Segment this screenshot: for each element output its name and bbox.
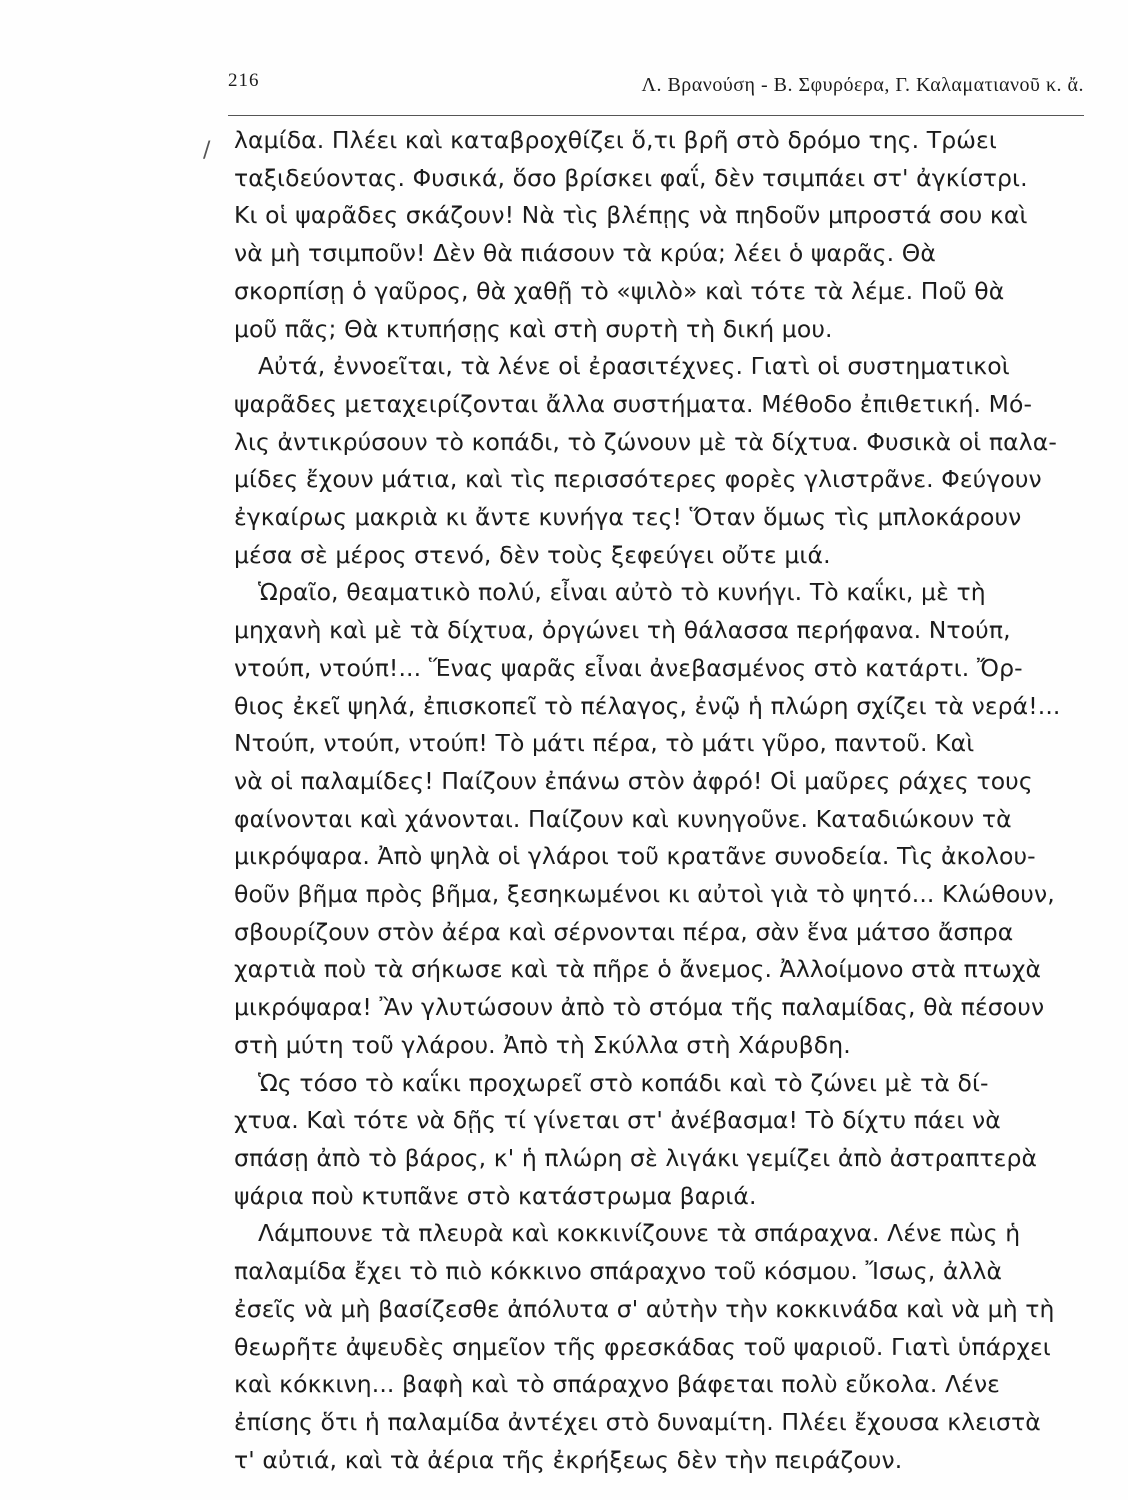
running-head-authors: Λ. Βρανούση - Β. Σφυρόερα, Γ. Καλαματιανοῦ κ. ἄ. <box>641 74 1084 96</box>
text-line: ἐσεῖς νὰ μὴ βασίζεσθε ἀπόλυτα σ' αὐτὴν τὴν κοκκινάδα καὶ νὰ μὴ τὴ <box>234 1294 1055 1323</box>
text-line: χαρτιὰ ποὺ τὰ σήκωσε καὶ τὰ πῆρε ὁ ἄνεμος. Ἀλλοίμονο στὰ πτωχὰ <box>234 955 1042 984</box>
text-line: θεωρῆτε ἀψευδὲς σημεῖον τῆς φρεσκάδας τοῦ ψαριοῦ. Γιατὶ ὑπάρχει <box>234 1332 1051 1361</box>
text-line: Κι οἱ ψαρᾶδες σκάζουν! Νὰ τὶς βλέπῃς νὰ πηδοῦν μπροστά σου καὶ <box>234 201 1028 230</box>
text-line: Λάμπουνε τὰ πλευρὰ καὶ κοκκινίζουνε τὰ σπάραχνα. Λένε πὼς ἡ <box>258 1219 1021 1248</box>
text-line: ψαρᾶδες μεταχειρίζονται ἄλλα συστήματα. Μέθοδο ἐπιθετική. Μό- <box>234 389 1033 418</box>
text-line: μέσα σὲ μέρος στενό, δὲν τοὺς ξεφεύγει οὔτε μιά. <box>234 540 831 569</box>
text-line: λαμίδα. Πλέει καὶ καταβροχθίζει ὅ,τι βρῆ στὸ δρόμο της. Τρώει <box>234 126 997 154</box>
page-number: 216 <box>228 70 260 91</box>
text-line: μοῦ πᾶς; Θὰ κτυπήσῃς καὶ στὴ συρτὴ τὴ δική μου. <box>234 314 833 343</box>
text-line: φαίνονται καὶ χάνονται. Παίζουν καὶ κυνηγοῦνε. Καταδιώκουν τὰ <box>234 804 1012 833</box>
text-line: ἐπίσης ὅτι ἡ παλαμίδα ἀντέχει στὸ δυναμίτη. Πλέει ἔχουσα κλειστὰ <box>234 1407 1041 1436</box>
text-line: νὰ μὴ τσιμποῦν! Δὲν θὰ πιάσουν τὰ κρύα; λέει ὁ ψαρᾶς. Θὰ <box>234 239 936 268</box>
text-line: μικρόψαρα! Ἂν γλυτώσουν ἀπὸ τὸ στόμα τῆς παλαμίδας, θὰ πέσουν <box>234 993 1045 1022</box>
text-line: μικρόψαρα. Ἀπὸ ψηλὰ οἱ γλάροι τοῦ κρατᾶνε συνοδεία. Τὶς ἀκολου- <box>234 842 1036 871</box>
paragraph <box>234 1215 1094 1479</box>
body-text <box>234 122 1094 1479</box>
text-line: παλαμίδα ἔχει τὸ πιὸ κόκκινο σπάραχνο τοῦ κόσμου. Ἴσως, ἀλλὰ <box>234 1257 1003 1286</box>
text-line: ψάρια ποὺ κτυπᾶνε στὸ κατάστρωμα βαριά. <box>234 1181 757 1210</box>
text-line: ντούπ, ντούπ!... Ἕνας ψαρᾶς εἶναι ἀνεβασμένος στὸ κατάρτι. Ὄρ- <box>234 653 1023 682</box>
paragraph <box>234 574 1094 1064</box>
text-line: ἐγκαίρως μακριὰ κι ἄντε κυνήγα τες! Ὅταν ὅμως τὶς μπλοκάρουν <box>234 503 1022 532</box>
paragraph <box>234 348 1094 574</box>
text-line: ταξιδεύοντας. Φυσικά, ὅσο βρίσκει φαΐ, δὲν τσιμπάει στ' ἀγκίστρι. <box>234 163 1028 192</box>
text-line: σκορπίσῃ ὁ γαῦρος, θὰ χαθῇ τὸ «ψιλὸ» καὶ τότε τὰ λέμε. Ποῦ θὰ <box>234 276 1005 305</box>
text-line: Ὡς τόσο τὸ καΐκι προχωρεῖ στὸ κοπάδι καὶ τὸ ζώνει μὲ τὰ δί- <box>258 1068 989 1097</box>
text-line: μηχανὴ καὶ μὲ τὰ δίχτυα, ὀργώνει τὴ θάλασσα περήφανα. Ντούπ, <box>234 616 1011 645</box>
margin-mark: / <box>203 138 211 163</box>
text-line: τ' αὐτιά, καὶ τὰ ἀέρια τῆς ἐκρήξεως δὲν τὴν πειράζουν. <box>234 1445 903 1474</box>
text-line: σπάσῃ ἀπὸ τὸ βάρος, κ' ἡ πλώρη σὲ λιγάκι γεμίζει ἀπὸ ἀστραπτερὰ <box>234 1143 1038 1172</box>
text-line: μίδες ἔχουν μάτια, καὶ τὶς περισσότερες φορὲς γλιστρᾶνε. Φεύγουν <box>234 465 1042 494</box>
text-line: λις ἀντικρύσουν τὸ κοπάδι, τὸ ζώνουν μὲ τὰ δίχτυα. Φυσικὰ οἱ παλα- <box>234 427 1057 456</box>
paragraph <box>234 122 1094 348</box>
text-line: στὴ μύτη τοῦ γλάρου. Ἀπὸ τὴ Σκύλλα στὴ Χάρυβδη. <box>234 1030 851 1059</box>
text-line: καὶ κόκκινη... βαφὴ καὶ τὸ σπάραχνο βάφεται πολὺ εὔκολα. Λένε <box>234 1370 1000 1399</box>
text-line: Αὐτά, ἐννοεῖται, τὰ λένε οἱ ἐρασιτέχνες. Γιατὶ οἱ συστηματικοὶ <box>258 352 1010 381</box>
text-line: σβουρίζουν στὸν ἀέρα καὶ σέρνονται πέρα, σὰν ἕνα μάτσο ἄσπρα <box>234 917 1014 946</box>
header-rule <box>228 115 1084 116</box>
running-head <box>228 70 1108 110</box>
paragraph <box>234 1065 1094 1216</box>
text-line: χτυα. Καὶ τότε νὰ δῇς τί γίνεται στ' ἀνέβασμα! Τὸ δίχτυ πάει νὰ <box>234 1106 1001 1135</box>
text-line: θιος ἐκεῖ ψηλά, ἐπισκοπεῖ τὸ πέλαγος, ἐνῷ ἡ πλώρη σχίζει τὰ νερά!... <box>234 691 1061 720</box>
text-line: Ὡραῖο, θεαματικὸ πολύ, εἶναι αὐτὸ τὸ κυνήγι. Τὸ καΐκι, μὲ τὴ <box>258 578 986 607</box>
text-line: νὰ οἱ παλαμίδες! Παίζουν ἐπάνω στὸν ἀφρό! Οἱ μαῦρες ράχες τους <box>234 766 1033 795</box>
text-line: θοῦν βῆμα πρὸς βῆμα, ξεσηκωμένοι κι αὐτοὶ γιὰ τὸ ψητό... Κλώθουν, <box>234 880 1055 909</box>
text-line: Ντούπ, ντούπ, ντούπ! Τὸ μάτι πέρα, τὸ μάτι γῦρο, παντοῦ. Καὶ <box>234 729 975 758</box>
